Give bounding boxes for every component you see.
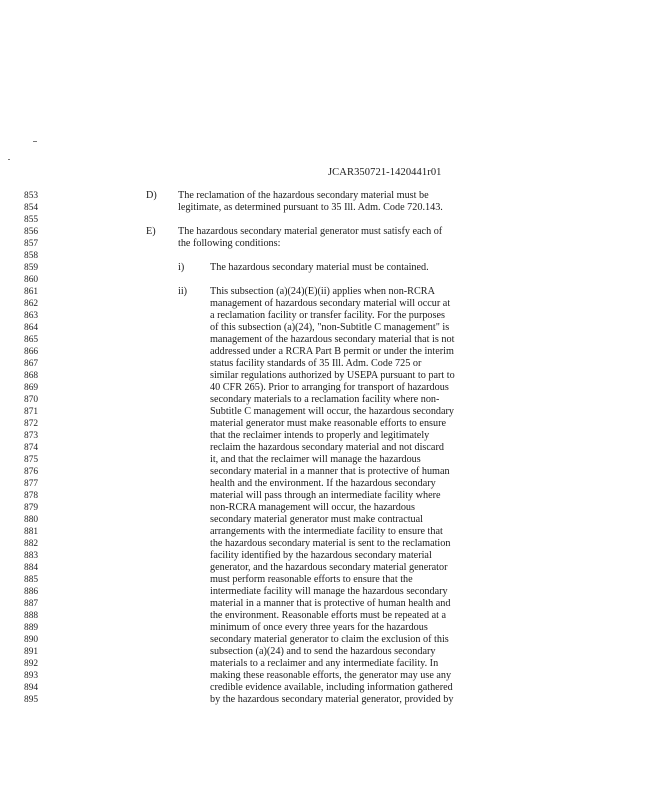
line-number: 895 bbox=[24, 695, 39, 705]
line-number: 863 bbox=[24, 311, 39, 321]
text-line: non-RCRA management will occur, the hazardous bbox=[210, 502, 415, 513]
line-number: 867 bbox=[24, 359, 39, 369]
text-line: management of the hazardous secondary material that is not bbox=[210, 334, 455, 345]
line-number: 870 bbox=[24, 395, 39, 405]
text-line: making these reasonable efforts, the generator may use any bbox=[210, 670, 452, 681]
line-number: 871 bbox=[24, 407, 39, 417]
line-number: 868 bbox=[24, 371, 39, 381]
text-line: secondary material in a manner that is protective of human bbox=[210, 466, 450, 477]
line-number: 860 bbox=[24, 275, 39, 285]
document-id-header: JCAR350721-1420441r01 bbox=[328, 167, 442, 178]
text-line: Subtitle C management will occur, the hazardous secondary bbox=[210, 406, 455, 417]
text-line: intermediate facility will manage the hazardous secondary bbox=[210, 586, 448, 597]
line-number: 889 bbox=[24, 623, 39, 633]
text-line: This subsection (a)(24)(E)(ii) applies when non-RCRA bbox=[210, 286, 435, 297]
text-line: material generator must make reasonable efforts to ensure bbox=[210, 418, 447, 429]
text-line: health and the environment. If the hazardous secondary bbox=[210, 478, 436, 489]
text-line: the environment. Reasonable efforts must be repeated at a bbox=[210, 610, 447, 621]
text-line: by the hazardous secondary material generator, provided by bbox=[210, 694, 454, 705]
line-number: 865 bbox=[24, 335, 39, 345]
line-number: 888 bbox=[24, 611, 39, 621]
text-line: The hazardous secondary material must be contained. bbox=[210, 262, 429, 273]
line-number: 875 bbox=[24, 455, 39, 465]
text-line: minimum of once every three years for the hazardous bbox=[210, 622, 428, 633]
line-number: 869 bbox=[24, 383, 39, 393]
text-line: credible evidence available, including information gathered bbox=[210, 682, 453, 693]
text-line: materials to a reclaimer and any intermediate facility. In bbox=[210, 658, 439, 669]
line-number: 878 bbox=[24, 491, 39, 501]
line-number: 856 bbox=[24, 227, 39, 237]
text-line: of this subsection (a)(24), "non-Subtitle C management" is bbox=[210, 322, 450, 333]
line-number: 876 bbox=[24, 467, 39, 477]
text-line: subsection (a)(24) and to send the hazardous secondary bbox=[210, 646, 436, 657]
para-ii-text bbox=[210, 286, 455, 706]
para-d-label: D) bbox=[146, 190, 157, 201]
line-number: 883 bbox=[24, 551, 39, 561]
para-d-text bbox=[178, 190, 443, 214]
line-number: 886 bbox=[24, 587, 39, 597]
line-number: 861 bbox=[24, 287, 39, 297]
line-number: 882 bbox=[24, 539, 39, 549]
line-number: 853 bbox=[24, 191, 39, 201]
para-e-text bbox=[178, 226, 442, 250]
line-number: 877 bbox=[24, 479, 39, 489]
scan-speck-top bbox=[33, 141, 37, 142]
text-line: The reclamation of the hazardous secondary material must be bbox=[178, 190, 429, 201]
text-line: generator, and the hazardous secondary material generator bbox=[210, 562, 448, 573]
line-number: 890 bbox=[24, 635, 39, 645]
text-line: reclaim the hazardous secondary material and not discard bbox=[210, 442, 444, 453]
text-line: that the reclaimer intends to properly and legitimately bbox=[210, 430, 430, 441]
text-line: facility identified by the hazardous secondary material bbox=[210, 550, 432, 561]
line-number: 894 bbox=[24, 683, 39, 693]
line-number: 864 bbox=[24, 323, 39, 333]
text-line: material will pass through an intermediate facility where bbox=[210, 490, 441, 501]
text-line: secondary material generator must make contractual bbox=[210, 514, 423, 525]
line-number: 855 bbox=[24, 215, 39, 225]
text-line: management of hazardous secondary material will occur at bbox=[210, 298, 451, 309]
para-i-label: i) bbox=[178, 262, 185, 273]
scan-speck-mid bbox=[8, 159, 10, 160]
text-line: addressed under a RCRA Part B permit or under the interim bbox=[210, 346, 454, 357]
para-i-text bbox=[210, 262, 429, 274]
text-line: status facility standards of 35 Ill. Adm. Code 725 or bbox=[210, 358, 422, 369]
line-number: 881 bbox=[24, 527, 39, 537]
line-number: 879 bbox=[24, 503, 39, 513]
line-number: 858 bbox=[24, 251, 39, 261]
text-line: material in a manner that is protective of human health and bbox=[210, 598, 451, 609]
text-line: arrangements with the intermediate facility to ensure that bbox=[210, 526, 443, 537]
text-line: the following conditions: bbox=[178, 238, 281, 249]
text-line: legitimate, as determined pursuant to 35 Ill. Adm. Code 720.143. bbox=[178, 202, 443, 213]
line-number: 857 bbox=[24, 239, 39, 249]
line-number: 866 bbox=[24, 347, 39, 357]
line-number: 872 bbox=[24, 419, 39, 429]
line-number: 874 bbox=[24, 443, 39, 453]
line-number: 885 bbox=[24, 575, 39, 585]
line-number: 880 bbox=[24, 515, 39, 525]
text-line: The hazardous secondary material generator must satisfy each of bbox=[178, 226, 443, 237]
text-line: the hazardous secondary material is sent to the reclamation bbox=[210, 538, 451, 549]
line-number: 884 bbox=[24, 563, 39, 573]
line-number: 892 bbox=[24, 659, 39, 669]
line-number: 859 bbox=[24, 263, 39, 273]
line-number: 891 bbox=[24, 647, 39, 657]
text-line: similar regulations authorized by USEPA pursuant to part to bbox=[210, 370, 455, 381]
line-number: 854 bbox=[24, 203, 39, 213]
line-number: 873 bbox=[24, 431, 39, 441]
line-number: 887 bbox=[24, 599, 39, 609]
line-number: 862 bbox=[24, 299, 39, 309]
text-line: a reclamation facility or transfer facility. For the purposes bbox=[210, 310, 445, 321]
text-line: must perform reasonable efforts to ensure that the bbox=[210, 574, 413, 585]
line-number: 893 bbox=[24, 671, 39, 681]
text-line: secondary material generator to claim the exclusion of this bbox=[210, 634, 449, 645]
text-line: 40 CFR 265). Prior to arranging for transport of hazardous bbox=[210, 382, 449, 393]
para-ii-label: ii) bbox=[178, 286, 188, 297]
para-e-label: E) bbox=[146, 226, 156, 237]
text-line: it, and that the reclaimer will manage the hazardous bbox=[210, 454, 421, 465]
text-line: secondary materials to a reclamation facility where non- bbox=[210, 394, 440, 405]
